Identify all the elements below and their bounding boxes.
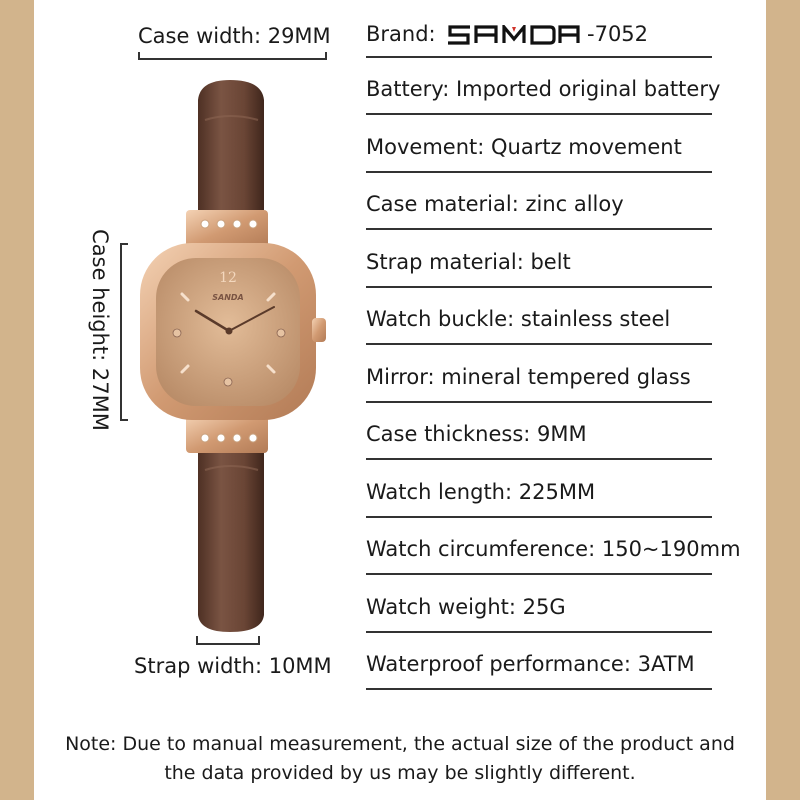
spec-row bbox=[366, 288, 712, 345]
spec-rule bbox=[366, 688, 712, 690]
spec-label: Waterproof performance: 3ATM bbox=[366, 652, 695, 676]
spec-label: Watch weight: 25G bbox=[366, 594, 566, 619]
note bbox=[0, 730, 800, 788]
strap-width-label: Strap width: 10MM bbox=[134, 654, 332, 678]
spec-label: Battery: Imported original battery bbox=[366, 77, 721, 101]
lower-lug bbox=[186, 415, 268, 453]
upper-strap bbox=[198, 80, 264, 215]
case-width-label: Case width: 29MM bbox=[138, 24, 331, 48]
spec-label: Watch length: 225MM bbox=[366, 479, 596, 504]
spec-label: Case material: zinc alloy bbox=[366, 192, 624, 216]
spec-label: Mirror: mineral tempered glass bbox=[366, 364, 691, 389]
case-height-label: Case height: 27MM bbox=[88, 229, 112, 431]
spec-row bbox=[366, 173, 712, 230]
note-line-1: Note: Due to manual measurement, the actual size of the product and bbox=[65, 733, 735, 755]
spec-row bbox=[366, 633, 712, 690]
spec-label: Case thickness: 9MM bbox=[366, 422, 587, 446]
spec-label: Strap material: belt bbox=[366, 249, 571, 274]
spec-row bbox=[366, 576, 712, 633]
brand-label: Brand: bbox=[366, 22, 436, 46]
spec-row bbox=[366, 58, 721, 115]
spec-row bbox=[366, 116, 712, 173]
spec-row bbox=[366, 231, 712, 288]
spec-row-brand bbox=[366, 0, 712, 58]
dial-numeral-12: 12 bbox=[219, 270, 237, 286]
spec-row bbox=[366, 461, 712, 518]
brand-model: -7052 bbox=[587, 22, 649, 46]
dial-brand: SANDA bbox=[212, 293, 244, 302]
note-line-2: the data provided by us may be slightly different. bbox=[164, 762, 636, 784]
sanda-logo bbox=[446, 25, 580, 45]
upper-lug bbox=[186, 210, 268, 248]
spec-row bbox=[366, 346, 712, 403]
spec-label: Movement: Quartz movement bbox=[366, 134, 682, 159]
spec-row bbox=[366, 518, 741, 575]
spec-label: Watch circumference: 150~190mm bbox=[366, 537, 741, 561]
spec-row bbox=[366, 403, 712, 460]
crown bbox=[312, 318, 326, 342]
spec-label: Watch buckle: stainless steel bbox=[366, 307, 671, 331]
